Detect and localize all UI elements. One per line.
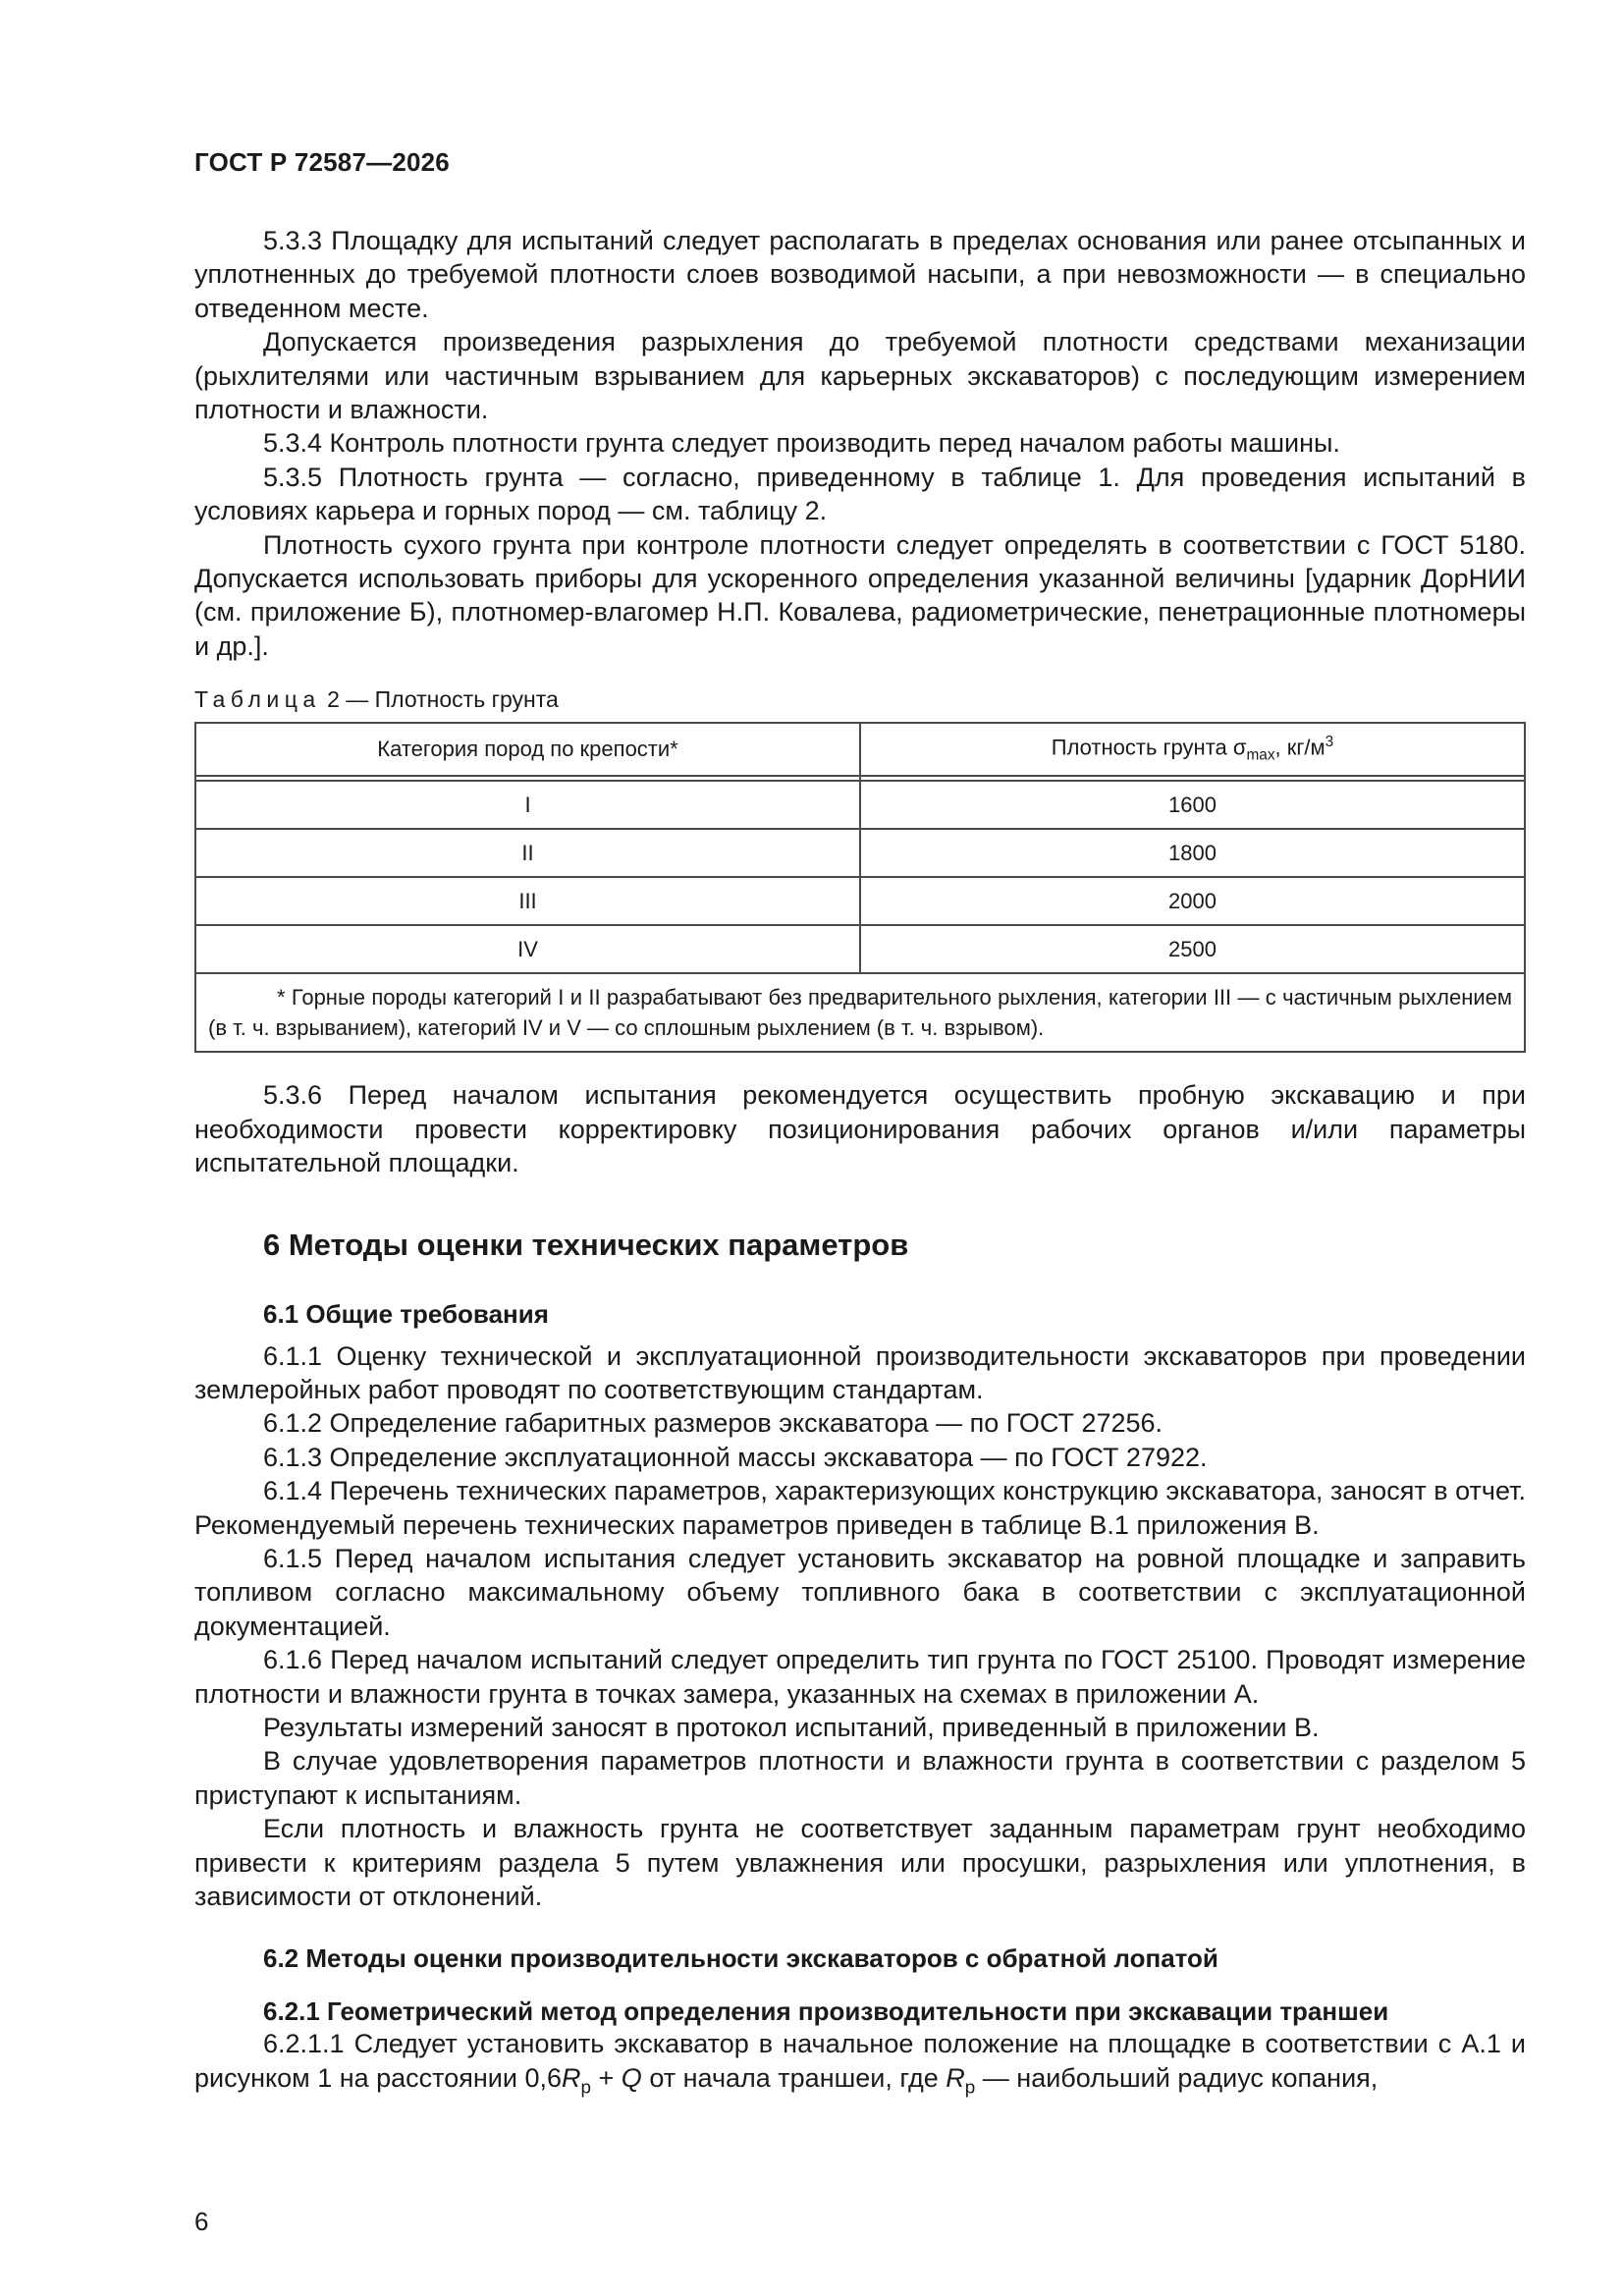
table-caption <box>194 684 1526 714</box>
section-6-2-heading: 6.2 Методы оценки производительности экскаваторов с обратной лопатой <box>263 1943 1218 1974</box>
header-density-unit: , кг/м <box>1274 735 1325 760</box>
paragraph-5-3-4: 5.3.4 Контроль плотности грунта следует производить перед началом работы машины. <box>263 428 1340 459</box>
p6211-text-3: от начала траншеи, где <box>641 2062 947 2093</box>
category-cell: I <box>195 781 860 829</box>
table-row <box>195 877 1525 925</box>
p6211-r-sub-1: p <box>580 2077 592 2099</box>
table-row <box>195 925 1525 973</box>
category-cell: IV <box>195 925 860 973</box>
paragraph-satisfied: В случае удовлетворения параметров плотности и влажности грунта в соответствии с разделом 5 приступают к испытаниям. <box>194 1746 1526 1810</box>
header-density-label: Плотность грунта σ <box>1051 735 1247 760</box>
table-row <box>195 781 1525 829</box>
section-6-1-heading: 6.1 Общие требования <box>263 1298 549 1329</box>
p6211-r-symbol-2: R <box>946 2062 965 2093</box>
density-cell: 1600 <box>860 781 1525 829</box>
paragraph-6-2-1-1 <box>194 2027 1526 2105</box>
p6211-r-symbol-1: R <box>562 2062 581 2093</box>
category-cell: III <box>195 877 860 925</box>
paragraph-6-1-5: 6.1.5 Перед началом испытания следует установить экскаватор на ровной площадке и заправить топливом согласно максимальному объему топливного бака в соответствии с эксплуатационной документацией. <box>194 1543 1526 1641</box>
density-cell: 1800 <box>860 829 1525 877</box>
paragraph-5-3-5: 5.3.5 Плотность грунта — согласно, приведенному в таблице 1. Для проведения испытаний в условиях карьера и горных пород — см. таблицу 2. <box>194 462 1526 526</box>
section-6-heading: 6 Методы оценки технических параметров <box>263 1227 909 1262</box>
header-category: Категория пород по крепости* <box>195 723 860 776</box>
document-header: ГОСТ Р 72587—2026 <box>194 147 450 177</box>
paragraph-dry-density: Плотность сухого грунта при контроле плотности следует определять в соответствии с ГОСТ 5180. Допускается использовать приборы для ускоренного определения указанной величины [ударник ДорНИИ (см. приложение Б), плотномер-влагомер Н.П. Ковалева, радиометрические, пенетрационные плотномеры и др.]. <box>194 529 1526 661</box>
density-table <box>194 722 1526 1053</box>
page-number: 6 <box>194 2207 209 2236</box>
p6211-q-symbol: Q <box>621 2062 642 2093</box>
section-6-2-1-heading: 6.2.1 Геометрический метод определения производительности при экскавации траншеи <box>263 1996 1389 2027</box>
density-cell: 2500 <box>860 925 1525 973</box>
p6211-text-1: 6.2.1.1 Следует установить экскаватор в начальное положение на площадке в соответствии с А.1 и рисунком 1 на расстоянии 0,6 <box>194 2029 1526 2093</box>
page-content <box>194 224 1526 2105</box>
paragraph-6-1-3: 6.1.3 Определение эксплуатационной массы экскаватора — по ГОСТ 27922. <box>263 1442 1208 1472</box>
paragraph-5-3-3: 5.3.3 Площадку для испытаний следует располагать в пределах основания или ранее отсыпанных и уплотненных до требуемой плотности слоев возводимой насыпи, а при невозможности — в специально отведенном месте. <box>194 226 1526 323</box>
paragraph-loosening: Допускается произведения разрыхления до требуемой плотности средствами механизации (рыхлителями или частичным взрыванием для карьерных экскаваторов) с последующим измерением плотности и влажности. <box>194 327 1526 425</box>
table-row <box>195 829 1525 877</box>
paragraph-6-1-1: 6.1.1 Оценку технической и эксплуатационной производительности экскаваторов при проведении землеройных работ проводят по соответствующим стандартам. <box>194 1340 1526 1404</box>
paragraph-6-1-2: 6.1.2 Определение габаритных размеров экскаватора — по ГОСТ 27256. <box>263 1408 1163 1439</box>
table-footnote-row <box>195 973 1525 1052</box>
p6211-text-4: — наибольший радиус копания, <box>975 2062 1379 2093</box>
table-caption-label: Таблица <box>194 686 321 713</box>
paragraph-6-1-4: 6.1.4 Перечень технических параметров, характеризующих конструкцию экскаватора, заносят в отчет. Рекомендуемый перечень технических параметров приведен в таблице В.1 приложения В. <box>194 1476 1526 1540</box>
table-header-row <box>195 723 1525 776</box>
paragraph-6-1-6: 6.1.6 Перед началом испытаний следует определить тип грунта по ГОСТ 25100. Проводят измерение плотности и влажности грунта в точках замера, указанных на схемах в приложении А. <box>194 1645 1526 1709</box>
category-cell: II <box>195 829 860 877</box>
density-cell: 2000 <box>860 877 1525 925</box>
table-caption-title: 2 — Плотность грунта <box>320 686 559 713</box>
table-footnote: * Горные породы категорий I и II разрабатывают без предварительного рыхления, категории III — с частичным рыхлением (в т. ч. взрыванием), категорий IV и V — со сплошным рыхлением (в т. ч. взрывом). <box>195 973 1525 1052</box>
paragraph-results: Результаты измерений заносят в протокол испытаний, приведенный в приложении В. <box>263 1712 1320 1742</box>
header-density-sub: max <box>1246 746 1275 764</box>
paragraph-not-satisfied: Если плотность и влажность грунта не соответствует заданным параметрам грунт необходимо привести к критериям раздела 5 путем увлажнения или просушки, разрыхления или уплотнения, в зависимости от отклонений. <box>194 1814 1526 1911</box>
paragraph-5-3-6: 5.3.6 Перед началом испытания рекомендуется осуществить пробную экскавацию и при необходимости провести корректировку позиционирования рабочих органов и/или параметры испытательной площадки. <box>194 1080 1526 1178</box>
header-density <box>860 723 1525 776</box>
p6211-r-sub-2: p <box>964 2077 976 2099</box>
p6211-text-2: + <box>591 2062 622 2093</box>
header-density-sup: 3 <box>1325 734 1334 751</box>
